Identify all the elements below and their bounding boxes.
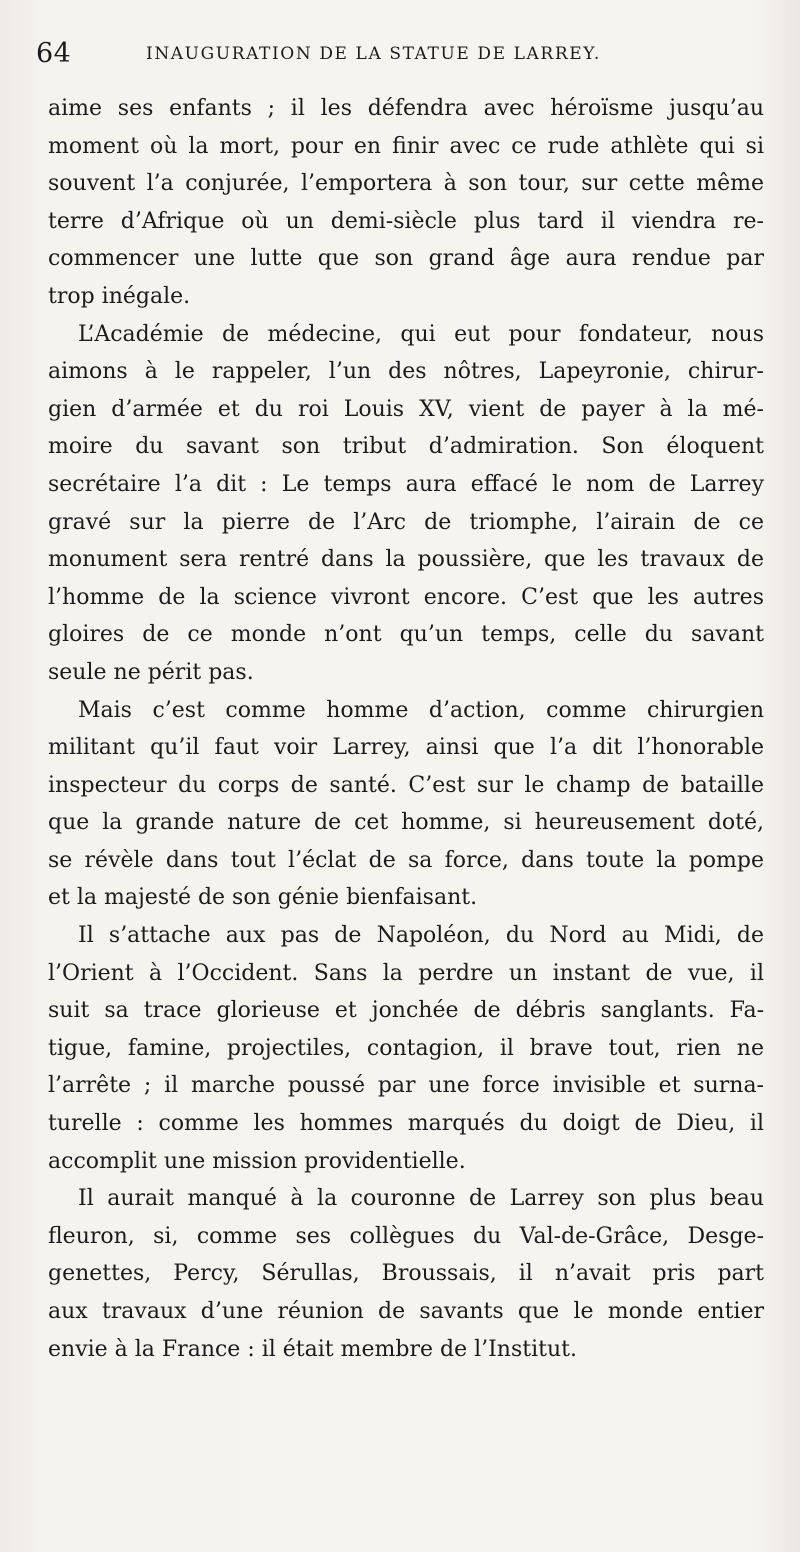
text-line: Il aurait manqué à la couronne de Larrey son plus beau	[78, 1186, 764, 1212]
running-title: INAUGURATION DE LA STATUE DE LARREY.	[146, 44, 601, 64]
text-line: trop inégale.	[48, 283, 191, 309]
text-line: inspecteur du corps de santé. C’est sur le champ de bataille	[48, 772, 764, 798]
text-line: souvent l’a conjurée, l’emportera à son tour, sur cette même	[48, 171, 764, 197]
text-line: envie à la France : il était membre de l’Institut.	[48, 1336, 577, 1362]
text-line: moment où la mort, pour en finir avec ce rude athlète qui si	[48, 133, 764, 159]
text-line: suit sa trace glorieuse et jonchée de débris sanglants. Fa-	[48, 998, 764, 1024]
text-line: tigue, famine, projectiles, contagion, il brave tout, rien ne	[48, 1035, 764, 1061]
text-line: genettes, Percy, Sérullas, Broussais, il n’avait pris part	[48, 1261, 764, 1287]
text-line: que la grande nature de cet homme, si heureusement doté,	[48, 810, 764, 836]
text-line: gien d’armée et du roi Louis XV, vient de payer à la mé-	[48, 396, 764, 422]
text-line: l’homme de la science vivront encore. C’est que les autres	[48, 584, 764, 610]
text-line: turelle : comme les hommes marqués du doigt de Dieu, il	[48, 1111, 764, 1137]
text-line: aimons à le rappeler, l’un des nôtres, Lapeyronie, chirur-	[48, 359, 764, 385]
body-text	[48, 90, 764, 1368]
page-number: 64	[36, 38, 72, 69]
text-line: terre d’Afrique où un demi-siècle plus tard il viendra re-	[48, 208, 764, 234]
paragraph-2	[48, 316, 764, 692]
text-line: L’Académie de médecine, qui eut pour fondateur, nous	[78, 321, 764, 347]
text-line: Il s’attache aux pas de Napoléon, du Nord au Midi, de	[78, 923, 764, 949]
text-line: accomplit une mission providentielle.	[48, 1148, 466, 1174]
text-line: Mais c’est comme homme d’action, comme chirurgien	[78, 697, 764, 723]
text-line: l’arrête ; il marche poussé par une force invisible et surna-	[48, 1073, 764, 1099]
text-line: fleuron, si, comme ses collègues du Val-de-Grâce, Desge-	[48, 1223, 764, 1249]
text-line: gravé sur la pierre de l’Arc de triomphe, l’airain de ce	[48, 509, 764, 535]
text-line: et la majesté de son génie bienfaisant.	[48, 885, 478, 911]
text-line: secrétaire l’a dit : Le temps aura effacé le nom de Larrey	[48, 471, 764, 497]
text-line: aux travaux d’une réunion de savants que le monde entier	[48, 1299, 764, 1324]
text-line: se révèle dans tout l’éclat de sa force, dans toute la pompe	[48, 847, 764, 873]
paragraph-4	[48, 917, 764, 1180]
text-line: monument sera rentré dans la poussière, que les travaux de	[48, 547, 764, 573]
text-line: aime ses enfants ; il les défendra avec héroïsme jusqu’au	[48, 96, 764, 121]
text-line: commencer une lutte que son grand âge aura rendue par	[48, 246, 764, 272]
text-line: seule ne périt pas.	[48, 659, 254, 685]
paragraph-5	[48, 1180, 764, 1368]
text-line: moire du savant son tribut d’admiration. Son éloquent	[48, 434, 764, 460]
text-line: gloires de ce monde n’ont qu’un temps, celle du savant	[48, 622, 764, 648]
paragraph-3	[48, 692, 764, 918]
text-line: militant qu’il faut voir Larrey, ainsi que l’a dit l’honorable	[48, 735, 764, 761]
text-line: l’Orient à l’Occident. Sans la perdre un instant de vue, il	[48, 960, 764, 986]
paragraph-1	[48, 90, 764, 316]
running-head	[36, 34, 764, 74]
